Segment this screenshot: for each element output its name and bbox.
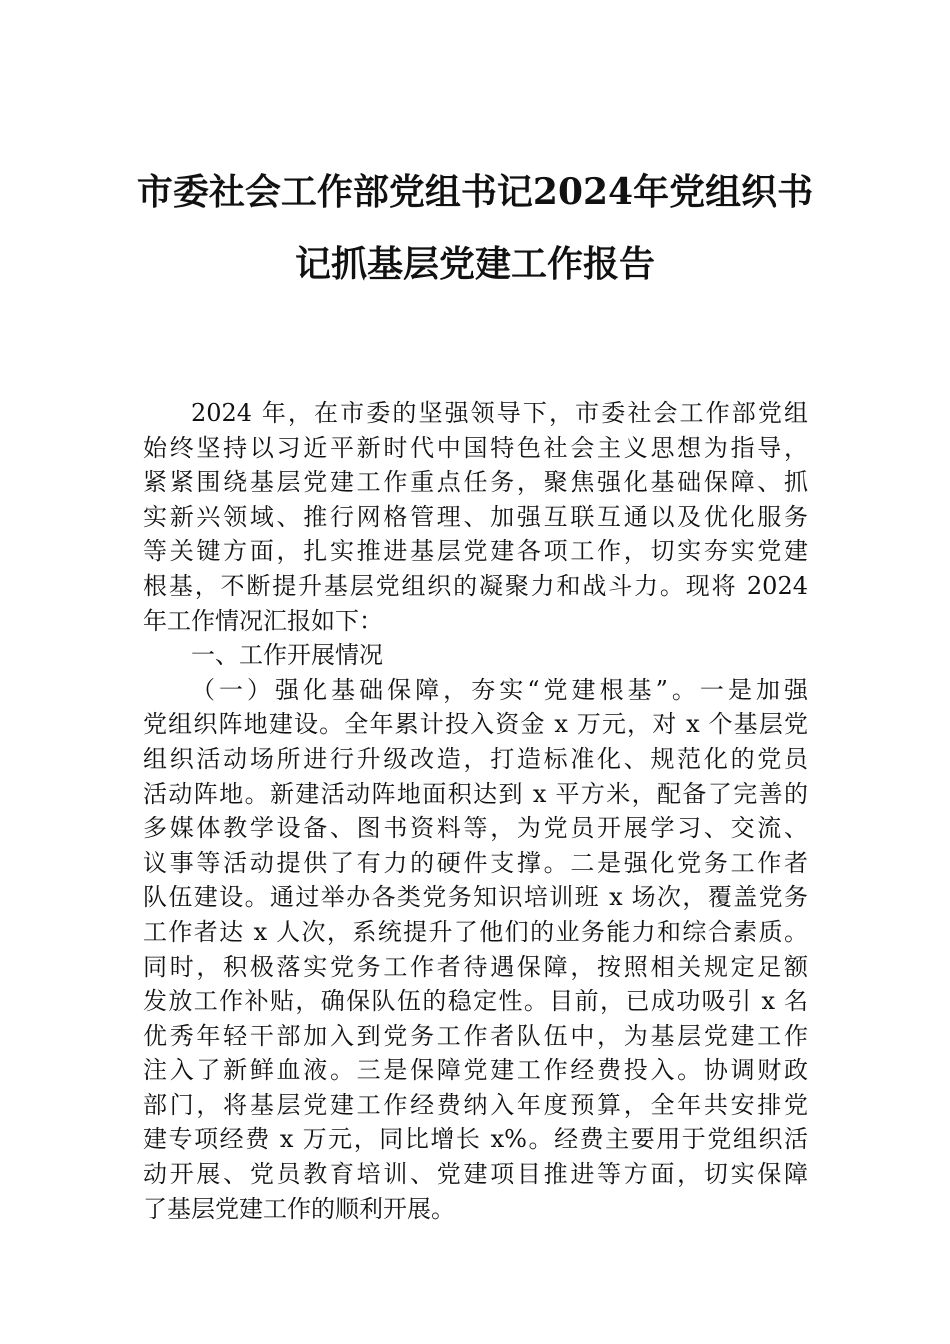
- section-1-paragraph-line: 工作者达 x 人次，系统提升了他们的业务能力和综合素质。: [143, 917, 808, 946]
- section-1-paragraph-line: 优秀年轻干部加入到党务工作者队伍中，为基层党建工作: [143, 1021, 808, 1050]
- section-1-paragraph-line: 了基层党建工作的顺利开展。: [143, 1194, 455, 1223]
- section-1-paragraph-line: 多媒体教学设备、图书资料等，为党员开展学习、交流、: [143, 814, 808, 843]
- section-1-paragraph-line: 发放工作补贴，确保队伍的稳定性。目前，已成功吸引 x 名: [143, 987, 808, 1016]
- section-1-paragraph-line: 同时，积极落实党务工作者待遇保障，按照相关规定足额: [143, 952, 808, 981]
- intro-paragraph-line: 根基，不断提升基层党组织的凝聚力和战斗力。现将 2024: [143, 571, 808, 600]
- document-body: [143, 396, 808, 1226]
- intro-paragraph-line: 始终坚持以习近平新时代中国特色社会主义思想为指导，: [143, 433, 808, 462]
- section-1-paragraph-line: 部门，将基层党建工作经费纳入年度预算，全年共安排党: [143, 1090, 808, 1119]
- intro-paragraph-line: 紧紧围绕基层党建工作重点任务，聚焦强化基础保障、抓: [143, 468, 808, 497]
- section-1-paragraph-line: 活动阵地。新建活动阵地面积达到 x 平方米，配备了完善的: [143, 779, 808, 808]
- intro-paragraph-line: 年工作情况汇报如下：: [143, 606, 383, 635]
- intro-paragraph-line: 等关键方面，扎实推进基层党建各项工作，切实夯实党建: [143, 537, 808, 566]
- section-1-paragraph-line: 注入了新鲜血液。三是保障党建工作经费投入。协调财政: [143, 1056, 808, 1085]
- section-1-paragraph-line: （一）强化基础保障，夯实“党建根基”。一是加强: [191, 675, 808, 704]
- section-1-paragraph-line: 党组织阵地建设。全年累计投入资金 x 万元，对 x 个基层党: [143, 710, 808, 739]
- section-1-paragraph-line: 建专项经费 x 万元，同比增长 x%。经费主要用于党组织活: [143, 1125, 808, 1154]
- document-title-line-1: 市委社会工作部党组书记2024年党组织书: [136, 171, 814, 213]
- intro-paragraph-line: 实新兴领域、推行网格管理、加强互联互通以及优化服务: [143, 502, 808, 531]
- section-1-paragraph-line: 动开展、党员教育培训、党建项目推进等方面，切实保障: [143, 1160, 808, 1189]
- section-heading: 一、工作开展情况: [191, 641, 383, 670]
- section-1-paragraph-line: 组织活动场所进行升级改造，打造标准化、规范化的党员: [143, 744, 808, 773]
- section-1-paragraph-line: 队伍建设。通过举办各类党务知识培训班 x 场次，覆盖党务: [143, 883, 808, 912]
- section-1-paragraph-line: 议事等活动提供了有力的硬件支撑。二是强化党务工作者: [143, 848, 808, 877]
- intro-paragraph-line: 2024 年，在市委的坚强领导下，市委社会工作部党组: [191, 399, 808, 427]
- document-title-line-2: 记抓基层党建工作报告: [294, 243, 655, 285]
